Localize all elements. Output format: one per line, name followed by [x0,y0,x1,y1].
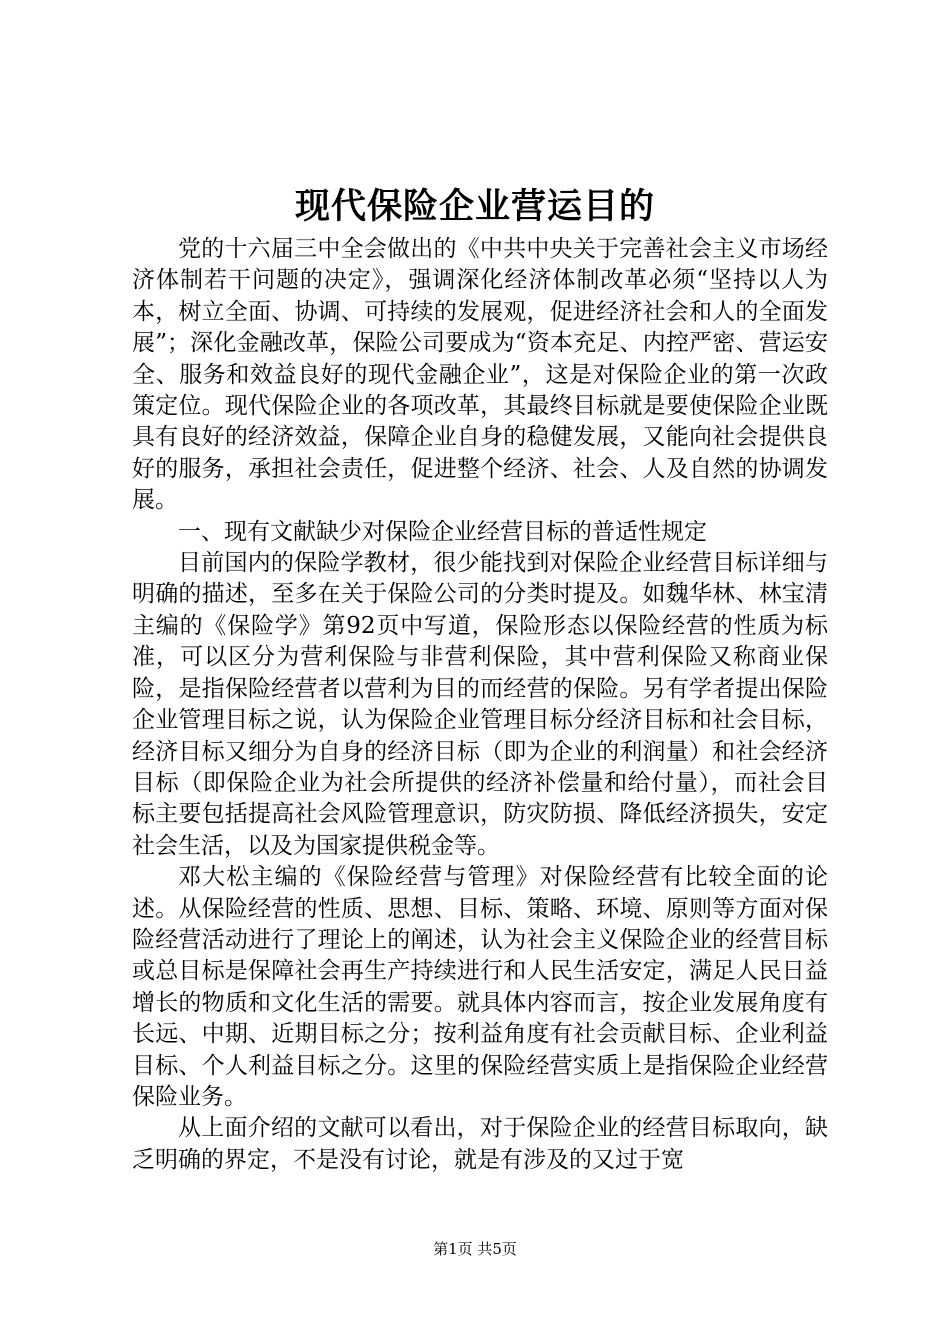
paragraph-deng-dasong: 邓大松主编的《保险经营与管理》对保险经营有比较全面的论述。从保险经营的性质、思想、目标、策略、环境、原则等方面对保险经营活动进行了理论上的阐述，认为社会主义保险企业的经营目标或总目标是保障社会再生产持续进行和人民生活安定，满足人民日益增长的物质和文化生活的需要。就具体内容而言，按企业发展角度有长远、中期、近期目标之分；按利益角度有社会贡献目标、企业利益目标、个人利益目标之分。这里的保险经营实质上是指保险企业经营保险业务。 [132,864,828,1110]
paragraph-textbooks: 目前国内的保险学教材，很少能找到对保险企业经营目标详细与明确的描述，至多在关于保险公司的分类时提及。如魏华林、林宝清主编的《保险学》第92页中写道，保险形态以保险经营的性质为标准，可以区分为营利保险与非营利保险，其中营利保险又称商业保险，是指保险经营者以营利为目的而经营的保险。另有学者提出保险企业管理目标之说，认为保险企业管理目标分经济目标和社会目标，经济目标又细分为自身的经济目标（即为企业的利润量）和社会经济目标（即保险企业为社会所提供的经济补偿量和给付量），而社会目标主要包括提高社会风险管理意识，防灾防损、降低经济损失，安定社会生活，以及为国家提供税金等。 [132,550,828,859]
paragraph-conclusion: 从上面介绍的文献可以看出，对于保险企业的经营目标取向，缺乏明确的界定，不是没有讨论，就是有涉及的又过于宽 [132,1115,828,1173]
section-heading: 一、现有文献缺少对保险企业经营目标的普适性规定 [178,518,707,545]
paragraph-intro: 党的十六届三中全会做出的《中共中央关于完善社会主义市场经济体制若干问题的决定》，强调深化经济体制改革必须“坚持以人为本，树立全面、协调、可持续的发展观，促进经济社会和人的全面发展”；深化金融改革，保险公司要成为“资本充足、内控严密、营运安全、服务和效益良好的现代金融企业”，这是对保险企业的第一次政策定位。现代保险企业的各项改革，其最终目标就是要使保险企业既具有良好的经济效益，保障企业自身的稳健发展，又能向社会提供良好的服务，承担社会责任，促进整个经济、社会、人及自然的协调发展。 [132,236,828,514]
document-title: 现代保险企业营运目的 [294,187,655,227]
page-footer: 第1页 共5页 [433,1240,517,1258]
document-body [132,234,828,1176]
